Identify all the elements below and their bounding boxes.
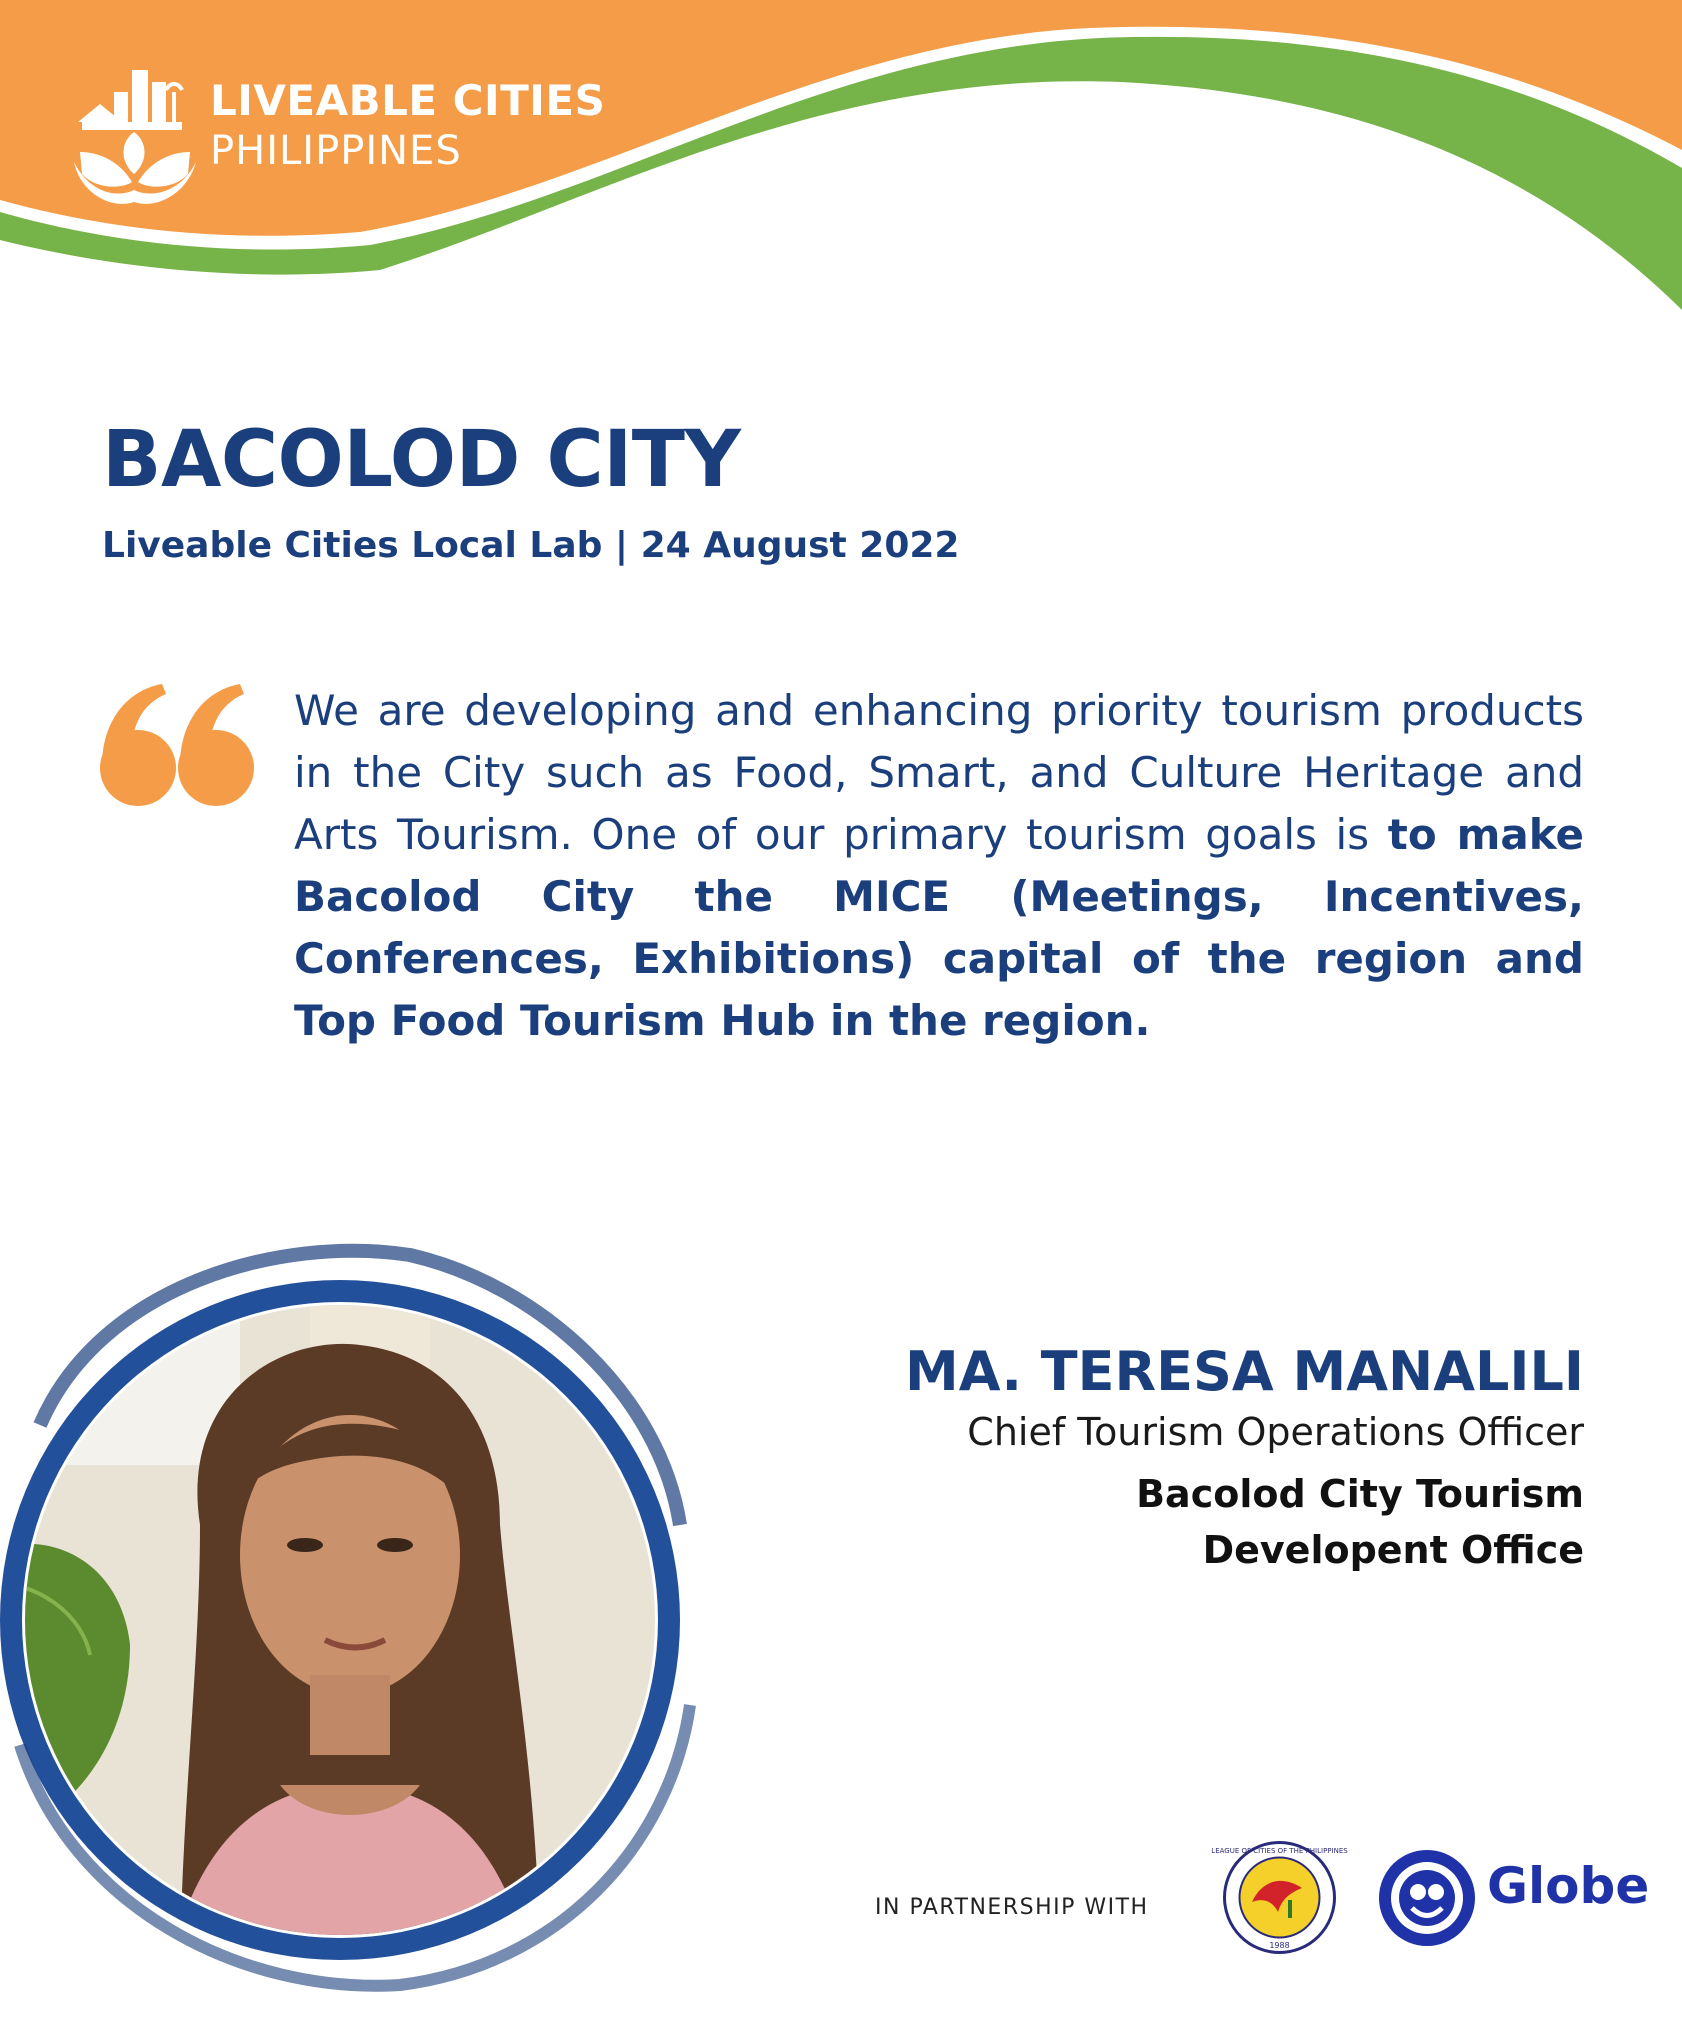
quote-mark-icon bbox=[98, 680, 258, 810]
globe-logo-icon bbox=[1372, 1848, 1482, 1948]
partnership-label: IN PARTNERSHIP WITH bbox=[875, 1895, 1149, 1920]
globe-wordmark: Globe bbox=[1487, 1857, 1650, 1915]
speaker-portrait bbox=[0, 1225, 720, 2025]
brand-logo bbox=[70, 62, 630, 212]
brand-name-line1: LIVEABLE CITIES bbox=[210, 76, 606, 125]
brand-name-line2: PHILIPPINES bbox=[210, 128, 462, 174]
speaker-name: MA. TERESA MANALILI bbox=[904, 1340, 1584, 1403]
city-hands-logo-icon bbox=[70, 62, 200, 212]
speaker-role: Chief Tourism Operations Officer bbox=[967, 1410, 1584, 1454]
seal-year: 1988 bbox=[1269, 1941, 1290, 1950]
page-subtitle: Liveable Cities Local Lab | 24 August 2022 bbox=[102, 525, 960, 566]
quote-text bbox=[294, 680, 1584, 1052]
speaker-office-line2: Developent Office bbox=[1202, 1528, 1584, 1572]
seal-text: LEAGUE OF CITIES OF THE PHILIPPINES bbox=[1211, 1847, 1348, 1855]
speaker-office bbox=[984, 1466, 1584, 1578]
page-title: BACOLOD CITY bbox=[102, 415, 741, 505]
speaker-office-line1: Bacolod City Tourism bbox=[1136, 1472, 1584, 1516]
league-of-cities-seal-icon bbox=[1211, 1840, 1348, 1955]
quote-plain-text: We are developing and enhancing priority tourism products in the City such as Food, Smart, and Culture Heritage and Arts Tourism. One of our primary tourism goals is bbox=[294, 686, 1584, 859]
quote-bold-text: to make Bacolod City the MICE (Meetings, Incentives, Conferences, Exhibitions) capital of the region and Top Food Tourism Hub in the region. bbox=[294, 810, 1584, 1045]
